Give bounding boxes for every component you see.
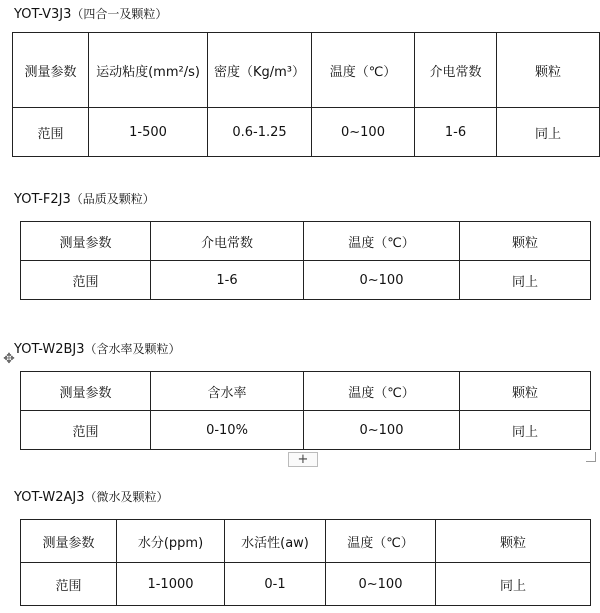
add-row-button[interactable]: + — [288, 452, 318, 467]
table-4-heading — [14, 488, 169, 507]
spec-table-3 — [20, 371, 591, 450]
table-header-row — [13, 33, 600, 108]
table-cell[interactable]: 颗粒 — [460, 222, 591, 261]
table-3-subtitle: （含水率及颗粒） — [84, 342, 181, 356]
table-cell[interactable]: 运动粘度(mm²/s) — [89, 33, 208, 108]
table-2-heading — [14, 190, 155, 209]
table-cell[interactable]: 范围 — [21, 563, 117, 606]
table-cell[interactable]: 同上 — [460, 261, 591, 300]
table-2-subtitle: （品质及颗粒） — [70, 192, 155, 206]
table-cell[interactable]: 0~100 — [304, 411, 460, 450]
spec-table-1 — [12, 32, 600, 157]
move-arrows-icon[interactable]: ✥ — [3, 351, 15, 367]
table-cell[interactable]: 测量参数 — [21, 372, 151, 411]
table-cell[interactable]: 介电常数 — [151, 222, 304, 261]
table-1-heading — [14, 5, 167, 24]
table-header-row — [21, 520, 591, 563]
table-cell[interactable]: 同上 — [436, 563, 591, 606]
table-row — [21, 261, 591, 300]
table-cell[interactable]: 1-500 — [89, 108, 208, 157]
table-cell[interactable]: 1-1000 — [117, 563, 225, 606]
table-cell[interactable]: 0.6-1.25 — [208, 108, 312, 157]
table-3-heading — [14, 340, 181, 359]
table-cell[interactable]: 温度（℃） — [312, 33, 415, 108]
table-cell[interactable]: 颗粒 — [436, 520, 591, 563]
table-cell[interactable]: 1-6 — [415, 108, 497, 157]
table-3-model: YOT-W2BJ3 — [14, 342, 85, 357]
table-cell[interactable]: 范围 — [13, 108, 89, 157]
table-1-model: YOT-V3J3 — [14, 7, 72, 22]
table-cell[interactable]: 0~100 — [312, 108, 415, 157]
table-cell[interactable]: 温度（℃） — [304, 372, 460, 411]
table-cell[interactable]: 测量参数 — [21, 222, 151, 261]
table-cell[interactable]: 密度（Kg/m³） — [208, 33, 312, 108]
table-cell[interactable]: 同上 — [497, 108, 600, 157]
table-cell[interactable]: 测量参数 — [13, 33, 89, 108]
resize-corner-icon[interactable] — [586, 452, 596, 462]
table-4-subtitle: （微水及颗粒） — [84, 490, 169, 504]
table-cell[interactable]: 温度（℃） — [304, 222, 460, 261]
table-cell[interactable]: 0~100 — [304, 261, 460, 300]
table-cell[interactable]: 0-10% — [151, 411, 304, 450]
table-cell[interactable]: 水分(ppm) — [117, 520, 225, 563]
table-row — [21, 411, 591, 450]
table-cell[interactable]: 0~100 — [326, 563, 436, 606]
table-cell[interactable]: 0-1 — [225, 563, 326, 606]
table-header-row — [21, 222, 591, 261]
table-1-subtitle: （四合一及颗粒） — [71, 7, 168, 21]
table-cell[interactable]: 1-6 — [151, 261, 304, 300]
table-cell[interactable]: 温度（℃） — [326, 520, 436, 563]
table-2-model: YOT-F2J3 — [14, 192, 71, 207]
table-cell[interactable]: 颗粒 — [497, 33, 600, 108]
table-cell[interactable]: 水活性(aw) — [225, 520, 326, 563]
table-cell[interactable]: 范围 — [21, 261, 151, 300]
table-row — [13, 108, 600, 157]
table-cell[interactable]: 范围 — [21, 411, 151, 450]
table-row — [21, 563, 591, 606]
spec-table-2 — [20, 221, 591, 300]
table-cell[interactable]: 介电常数 — [415, 33, 497, 108]
spec-table-4 — [20, 519, 591, 606]
table-cell[interactable]: 同上 — [460, 411, 591, 450]
table-header-row — [21, 372, 591, 411]
table-cell[interactable]: 测量参数 — [21, 520, 117, 563]
table-cell[interactable]: 颗粒 — [460, 372, 591, 411]
table-4-model: YOT-W2AJ3 — [14, 490, 85, 505]
table-cell[interactable]: 含水率 — [151, 372, 304, 411]
